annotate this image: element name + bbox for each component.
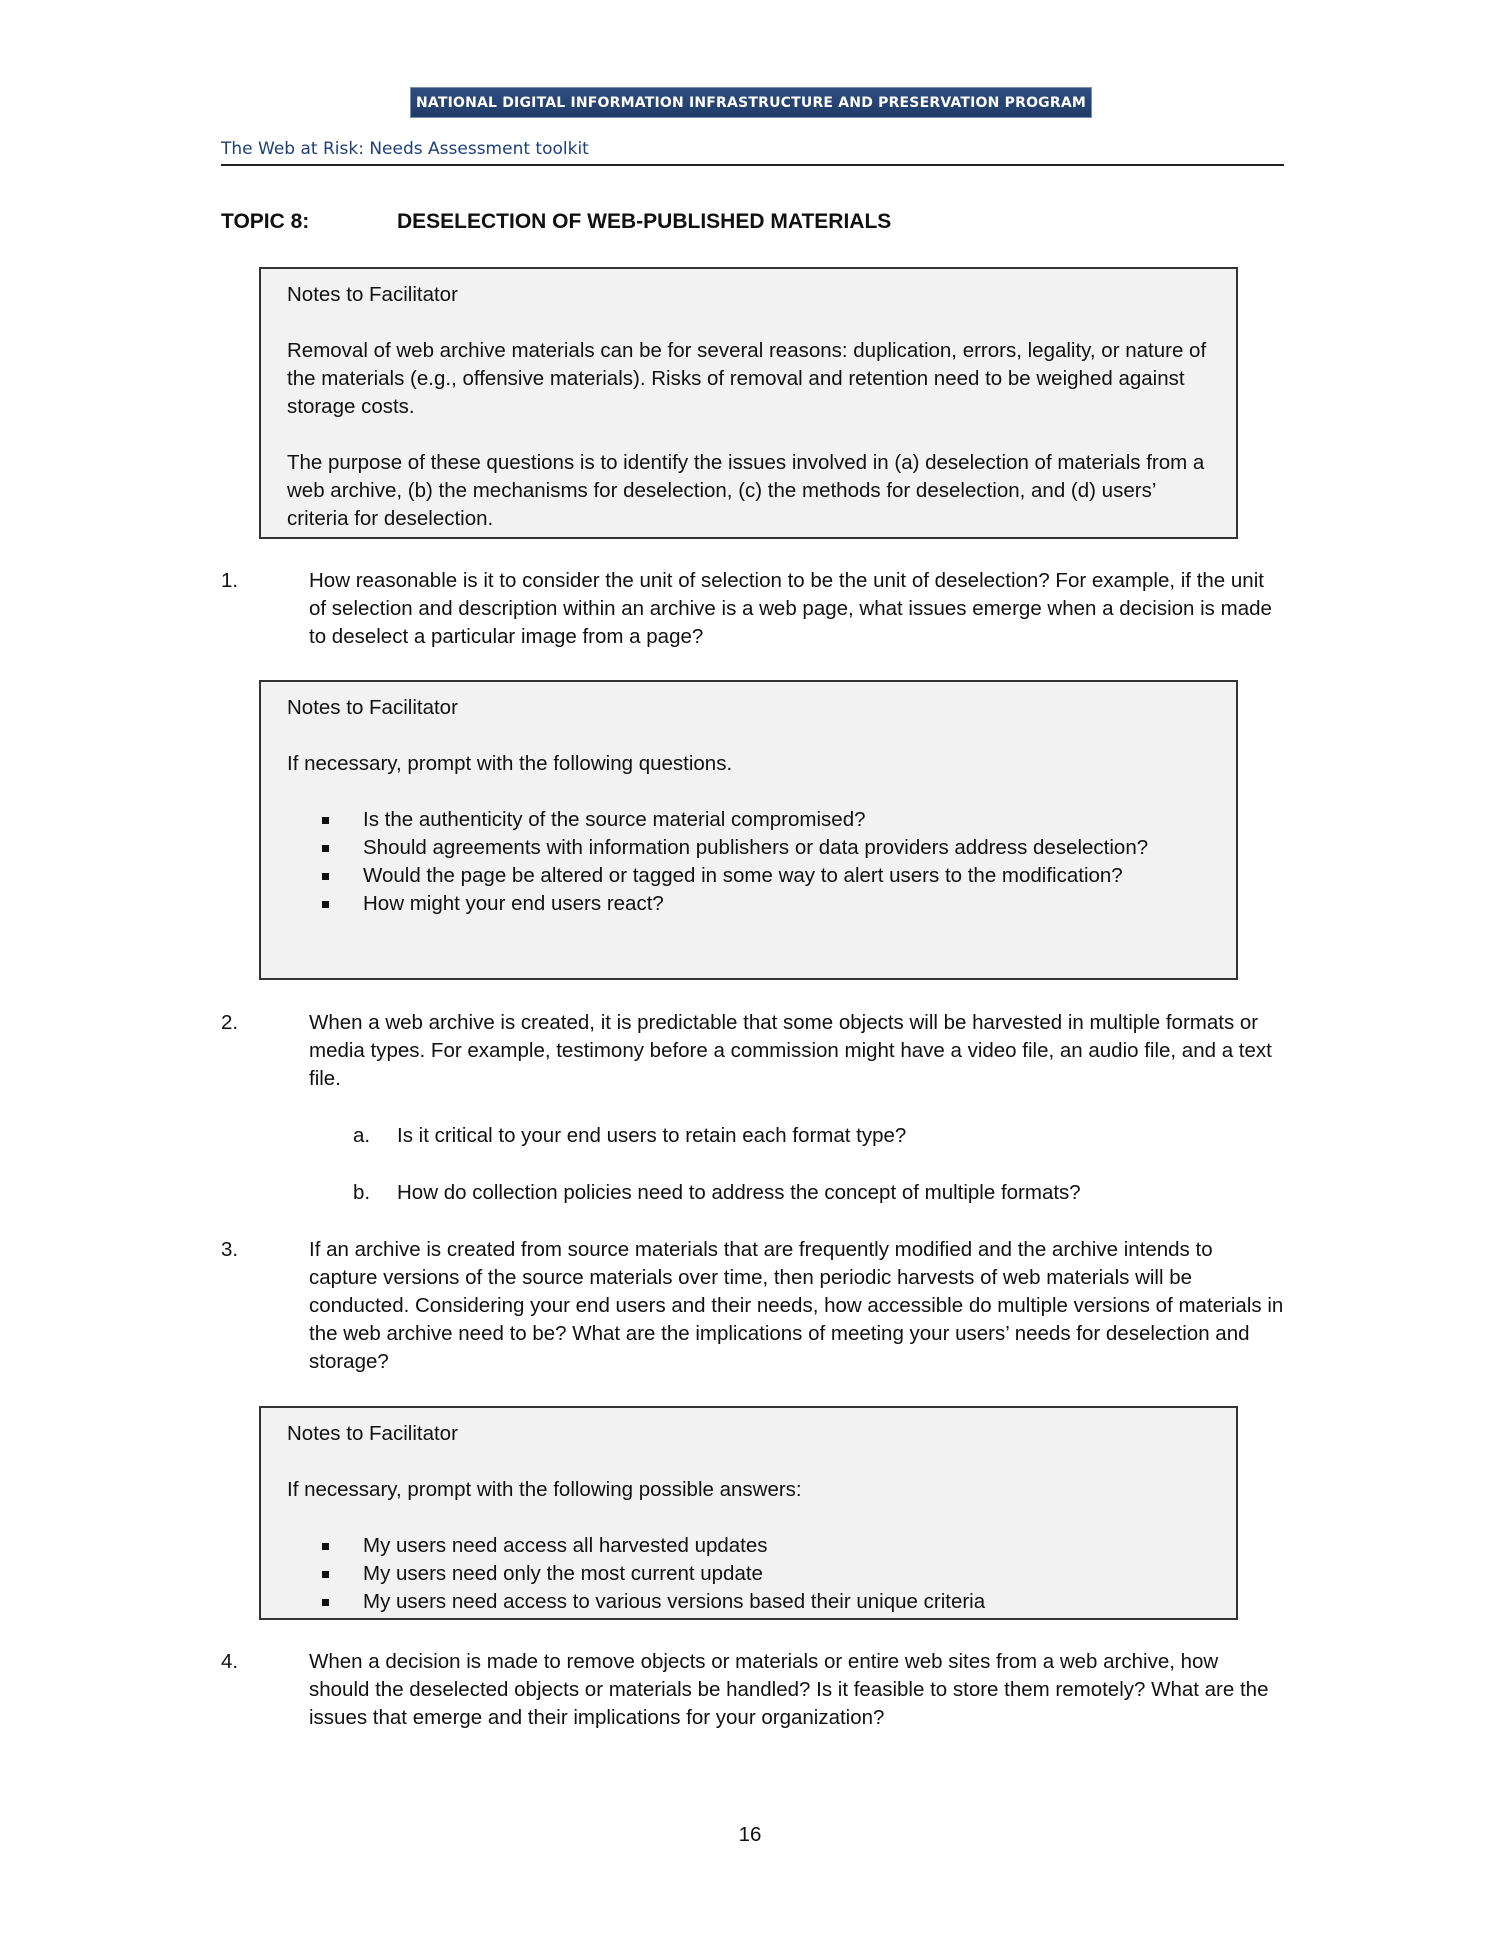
program-banner-text: NATIONAL DIGITAL INFORMATION INFRASTRUCTURE AND PRESERVATION PROGRAM (415, 94, 1087, 111)
question-number: 4. (221, 1650, 239, 1673)
notes-bullet-list (287, 806, 1210, 918)
notes-heading: Notes to Facilitator (287, 283, 458, 306)
page-number: 16 (738, 1823, 762, 1846)
list-item: My users need only the most current update (287, 1560, 1210, 1588)
sub-question-label: a. (353, 1124, 371, 1147)
facilitator-notes-box (259, 680, 1238, 980)
topic-title: DESELECTION OF WEB-PUBLISHED MATERIALS (397, 210, 892, 233)
notes-intro: If necessary, prompt with the following possible answers: (287, 1478, 802, 1501)
facilitator-notes-box (259, 267, 1238, 539)
sub-question-text: How do collection policies need to address the concept of multiple formats? (397, 1181, 1081, 1204)
question-text: How reasonable is it to consider the unit of selection to be the unit of deselection? For example, if the unit of selection and description within an archive is a web page, what issues emerge when a decision is made to deselect a particular image from a page? (309, 569, 1272, 648)
facilitator-notes-box (259, 1406, 1238, 1620)
toolkit-title: The Web at Risk: Needs Assessment toolkit (221, 139, 589, 159)
notes-paragraph: Removal of web archive materials can be for several reasons: duplication, errors, legality, or nature of the materials (e.g., offensive materials). Risks of removal and retention need to be weighed against storage costs. (287, 339, 1207, 418)
question-text: If an archive is created from source materials that are frequently modified and the archive intends to capture versions of the source materials over time, then periodic harvests of web materials will be conducted. Considering your end users and their needs, how accessible do multiple versions of materials in the web archive need to be? What are the implications of meeting your users’ needs for deselection and storage? (309, 1238, 1284, 1373)
notes-paragraph: The purpose of these questions is to identify the issues involved in (a) deselection of materials from a web archive, (b) the mechanisms for deselection, (c) the methods for deselection, and (d) users’ criteria for deselection. (287, 451, 1205, 530)
list-item: My users need access to various versions based their unique criteria (287, 1588, 1210, 1616)
notes-bullet-list (287, 1532, 1210, 1616)
question-number: 3. (221, 1238, 239, 1261)
sub-question-label: b. (353, 1181, 371, 1204)
sub-question-text: Is it critical to your end users to retain each format type? (397, 1124, 907, 1147)
list-item: Is the authenticity of the source material compromised? (287, 806, 1210, 834)
list-item: Should agreements with information publishers or data providers address deselection? (287, 834, 1210, 862)
topic-label: TOPIC 8: (221, 210, 310, 233)
program-banner (410, 87, 1092, 118)
notes-heading: Notes to Facilitator (287, 1422, 458, 1445)
question-text: When a web archive is created, it is predictable that some objects will be harvested in multiple formats or media types. For example, testimony before a commission might have a video file, an audio file, and a text file. (309, 1011, 1272, 1090)
header-divider (221, 164, 1284, 166)
notes-intro: If necessary, prompt with the following questions. (287, 752, 733, 775)
list-item: My users need access all harvested updates (287, 1532, 1210, 1560)
question-text: When a decision is made to remove objects or materials or entire web sites from a web archive, how should the deselected objects or materials be handled? Is it feasible to store them remotely? What are the issues that emerge and their implications for your organization? (309, 1650, 1269, 1729)
question-number: 1. (221, 569, 239, 592)
list-item: Would the page be altered or tagged in some way to alert users to the modification? (287, 862, 1210, 890)
list-item: How might your end users react? (287, 890, 1210, 918)
question-number: 2. (221, 1011, 239, 1034)
notes-heading: Notes to Facilitator (287, 696, 458, 719)
